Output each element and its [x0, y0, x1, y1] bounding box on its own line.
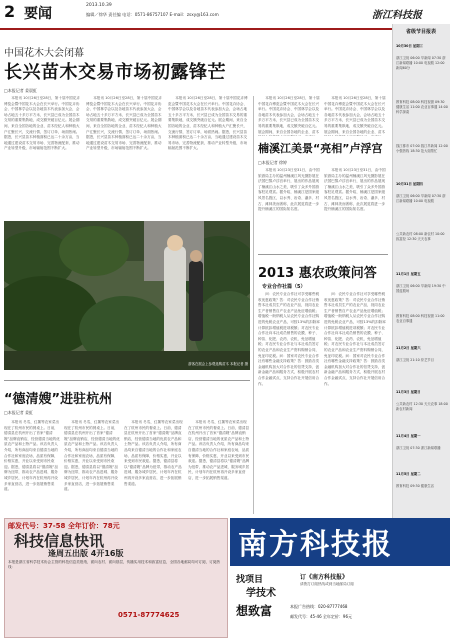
- article4-body-col4: 本报讯 冬瓜、红薯等农家菜出现在了杭州市民的餐桌上。日前，德清县在杭州开出了首家“德清嫂”品牌直销店，经营德清当地的优质农产品和土特产品。该店负责人介绍，所有商品均来自德清当地的合作社和家庭农场，品质有保障，价格实惠，开业以来受到市民欢迎。据悉，德清县将以“德清嫂”品牌为纽带，推动农产品进城、服务城乡居民，计划年内在杭州再开设多家直营店，进一步拓展销售渠道。: [188, 420, 250, 480]
- article1-photo: [4, 221, 250, 370]
- ad-right-slogan-2: 学技术: [246, 588, 276, 599]
- sidebar-item: 10月30日 星期三: [396, 44, 423, 48]
- ad-right-subscribe-note: 请拨打订阅热线或到当地邮局订阅: [300, 582, 354, 586]
- article3-body-col1: 问：农民专业合作社可享受哪些税收优惠政策？答：对农民专业合作社销售本社成员生产的农业产品，视同农业生产者销售自产农业产品免征增值税；增值税一般纳税人从农民专业合作社购进的免税农业产品，可按13%的扣除率计算抵扣增值税进项税额；对农民专业合作社向本社成员销售的农膜、种子、种苗、化肥、农药、农机，免征增值税；对农民专业合作社与本社成员签订的农业产品和农业生产资料购销合同，免征印花税。问：国家对农民专业合作社有哪些金融支持政策？答：鼓励各类金融机构加大对合作社的信贷支持，创新金融产品和服务方式，积极开展农村合作金融试点，支持合作社开展信用合作。: [258, 292, 320, 386]
- page-section-title: 要闻: [24, 6, 52, 22]
- ad-right-subscribe: 订《南方科技报》: [300, 574, 349, 581]
- article1-body-col5: 本报讯 10月26日至28日，第十届中国花卉博览会暨中国花木大会在长兴举行。中国花卉协会、中国林学会以及各地苗木代表参加大会，会场占地五十多万平方米，长兴县已成为全国苗木交易的重要集散地，成交额突破百亿元。展会期间，来自全国各地的企业、苗木: [324, 96, 386, 134]
- ad-right-slogan-1: 找项目: [236, 575, 264, 585]
- article1-body-col2: 本报讯 10月26日至28日，第十届中国花卉博览会暨中国花木大会在长兴举行。中国花卉协会、中国林学会以及各地苗木代表参加大会，会场占地五十多万平方米，长兴县已成为全国苗木交易的重要集散地，成交额突破百亿元。展会期间，来自全国各地的企业、苗木经纪人和种植大户汇聚长兴，交流行情，签订订单，场面热闹。据悉，长兴县苗木种植面积已达二十余万亩，当地通过建设苗木交易市场、完善物流配套，推动产业转型升级，市场辐射范围不断扩大。: [86, 96, 162, 151]
- article2-byline: □本报记者 徐婷: [258, 160, 288, 165]
- article4-body-col3: 本报讯 冬瓜、红薯等农家菜出现在了杭州市民的餐桌上。日前，德清县在杭州开出了首家“德清嫂”品牌直销店，经营德清当地的优质农产品和土特产品。该店负责人介绍，所有商品均来自德清当地的合作社和家庭农场，品质有保障，价格实惠，开业以来受到市民欢迎。据悉，德清县将以“德清嫂”品牌为纽带，推动农产品进城、服务城乡居民，计划年内在杭州再开设多家直营店，进一步拓展销售渠道。: [124, 420, 183, 486]
- sidebar-item: 11月2日 星期六: [396, 346, 421, 350]
- sidebar-item: 浙江卫视 21:10 综艺节目: [396, 358, 434, 362]
- sidebar-item: 11月1日 星期五: [396, 272, 421, 276]
- section-divider: [258, 254, 388, 255]
- article3-body-col2: 问：农民专业合作社可享受哪些税收优惠政策？答：对农民专业合作社销售本社成员生产的农业产品，视同农业生产者销售自产农业产品免征增值税；增值税一般纳税人从农民专业合作社购进的免税农业产品，可按13%的扣除率计算抵扣增值税进项税额；对农民专业合作社向本社成员销售的农膜、种子、种苗、化肥、农药、农机，免征增值税；对农民专业合作社与本社成员签订的农业产品和农业生产资料购销合同，免征印花税。问：国家对农民专业合作社有哪些金融支持政策？答：鼓励各类金融机构加大对合作社的信贷支持，创新金融产品和服务方式，积极开展农村合作金融试点，支持合作社开展信用合作。: [324, 292, 386, 386]
- sidebar-item: 11月5日 星期二: [396, 472, 421, 476]
- article1-byline: □本报记者 姜晨虹: [4, 88, 38, 93]
- article4-body-col1: 本报讯 冬瓜、红薯等农家菜出现在了杭州市民的餐桌上。日前，德清县在杭州开出了首家“德清嫂”品牌直销店，经营德清当地的优质农产品和土特产品。该店负责人介绍，所有商品均来自德清当地的合作社和家庭农场，品质有保障，价格实惠，开业以来受到市民欢迎。据悉，德清县将以“德清嫂”品牌为纽带，推动农产品进城、服务城乡居民，计划年内在杭州再开设多家直营店，进一步拓展销售渠道。: [4, 420, 60, 492]
- section-divider: [4, 380, 250, 381]
- article1-body-col3: 本报讯 10月26日至28日，第十届中国花卉博览会暨中国花木大会在长兴举行。中国花卉协会、中国林学会以及各地苗木代表参加大会，会场占地五十多万平方米，长兴县已成为全国苗木交易的重要集散地，成交额突破百亿元。展会期间，来自全国各地的企业、苗木经纪人和种植大户汇聚长兴，交流行情，签订订单，场面热闹。据悉，长兴县苗木种植面积已达二十余万亩，当地通过建设苗木交易市场、完善物流配套，推动产业转型升级，市场辐射范围不断扩大。: [168, 96, 248, 151]
- article1-kicker: 中国花木大会闭幕: [4, 48, 84, 59]
- photo-caption: 游客在展会上参观选购苗木 本报记者 摄: [188, 362, 248, 366]
- editors-line: 编辑／徐华 责任编 电话：0571-86757107 E-mail：zsxy@163.com: [86, 12, 219, 17]
- sidebar-item: 浙江卫视 06:00 早新闻 07:30 浙江新闻联播 10:00 电视剧 12:00 新闻60分: [396, 56, 446, 70]
- article1-body-col1: 本报讯 10月26日至28日，第十届中国花卉博览会暨中国花木大会在长兴举行。中国花卉协会、中国林学会以及各地苗木代表参加大会，会场占地五十多万平方米，长兴县已成为全国苗木交易的重要集散地，成交额突破百亿元。展会期间，来自全国各地的企业、苗木经纪人和种植大户汇聚长兴，交流行情，签订订单，场面热闹。据悉，长兴县苗木种植面积已达二十余万亩，当地通过建设苗木交易市场、完善物流配套，推动产业转型升级，市场辐射范围不断扩大。: [4, 96, 80, 151]
- ad-right-title: 南方科技报: [238, 527, 394, 561]
- article4-byline: □本报记者 姜虹: [4, 410, 34, 415]
- article4-headline: “德清嫂”进驻杭州: [4, 392, 113, 407]
- article3-subhead: 专业合作社篇（5）: [262, 284, 306, 290]
- ad-right-hotline: 本报广告热线：020-87777468: [290, 604, 348, 609]
- article1-body-col4: 本报讯 10月26日至28日，第十届中国花卉博览会暨中国花木大会在长兴举行。中国花卉协会、中国林学会以及各地苗木代表参加大会，会场占地五十多万平方米，长兴县已成为全国苗木交易的重要集散地，成交额突破百亿元。展会期间，来自全国各地的企业、苗木: [258, 96, 320, 134]
- article3-headline: 2013 惠农政策问答: [258, 266, 377, 281]
- sidebar-item: 浙江卫视 07:30 浙江新闻联播: [396, 446, 441, 450]
- sidebar-title: 省级节目报表: [405, 29, 436, 35]
- sidebar-item: 浙江卫视 06:00 早新闻 19:30 中国蓝剧场: [396, 284, 446, 293]
- ad-left-postal-code: 邮发代号：37-58 全年订价：78元: [8, 522, 120, 530]
- article2-body-col1: 本报讯 10月23日至31日，由中国旅游局主办的温州楠溪江风光摄影展在法国巴黎卢浮宫举行，展出的作品展现了楠溪江山水之美，吸引了众多外国游客驻足观赏。据介绍，楠溪江是国家级风景名胜区，以水秀、岩奇、瀑多、村古、滩林美而著称，此次展览将进一步提升楠溪江的国际知名度。: [258, 168, 320, 212]
- ad-right-slogan-3: 想致富: [236, 604, 273, 618]
- sidebar-item: 10月31日 星期四: [396, 182, 423, 186]
- sidebar-item: 教育科技 08:00 科技视窗 09:30 健康生活 11:00 农业百事通 14:00 科学探索: [396, 100, 448, 114]
- article2-headline: 楠溪江美景“亮相”卢浮宫: [258, 142, 383, 155]
- ad-right-postal: 邮发代号：45-46 全年定价：96元: [290, 614, 352, 619]
- article1-headline: 长兴苗木交易市场初露锋芒: [4, 62, 226, 83]
- sidebar-item: 教育科技 08:00 科技视窗 11:00 农业百事通: [396, 314, 445, 323]
- article2-body-col2: 本报讯 10月23日至31日，由中国旅游局主办的温州楠溪江风光摄影展在法国巴黎卢浮宫举行，展出的作品展现了楠溪江山水之美，吸引了众多外国游客驻足观赏。据介绍，楠溪江是国家级风景名胜区，以水秀、岩奇、瀑多、村古、滩林美而著称，此次展览将进一步提升楠溪江的国际知名度。: [324, 168, 386, 212]
- ad-left-phone: 0571-87774625: [118, 611, 180, 619]
- ad-left-title: 科技信息快讯: [14, 532, 105, 550]
- ad-left-body: 本报是浙江省科学技术协会主管的科技信息类报纸，面向农村、面向基层，传播实用技术和致富信息，全国各地邮局均可订阅，订阅热线：: [8, 560, 221, 570]
- nursery-scene-image: [4, 221, 250, 370]
- newspaper-logo: 浙江科技报: [372, 10, 422, 21]
- sidebar-item: 浙江卫视 06:00 早新闻 07:30 浙江新闻联播 10:00 电视剧: [396, 194, 446, 203]
- sidebar-item: 教育科技 09:30 健康生活: [396, 484, 434, 488]
- issue-date: 2013.10.39: [86, 3, 112, 8]
- article4-body-col2: 本报讯 冬瓜、红薯等农家菜出现在了杭州市民的餐桌上。日前，德清县在杭州开出了首家“德清嫂”品牌直销店，经营德清当地的优质农产品和土特产品。该店负责人介绍，所有商品均来自德清当地的合作社和家庭农场，品质有保障，价格实惠，开业以来受到市民欢迎。据悉，德清县将以“德清嫂”品牌为纽带，推动农产品进城、服务城乡居民，计划年内在杭州再开设多家直营店，进一步拓展销售渠道。: [64, 420, 120, 492]
- sidebar-item: 公共新农村 12:30 天天农事 18:00 新农村新闻: [396, 402, 448, 411]
- sidebar-item: 11月4日 星期一: [396, 434, 421, 438]
- sidebar-item: 11月3日 星期日: [396, 390, 421, 394]
- column-divider: [253, 96, 254, 514]
- sidebar-item: 公共新农村 08:00 新农村 10:00 致富经 12:30 天天农事: [396, 232, 445, 241]
- ad-left-schedule: 逢周五出版 4开16版: [48, 549, 124, 558]
- page-number: 2: [4, 2, 16, 21]
- sidebar-item: 钱江都市 07:00 钱江早新闻 12:00 小强热线 18:30 范大姐帮忙: [396, 144, 448, 153]
